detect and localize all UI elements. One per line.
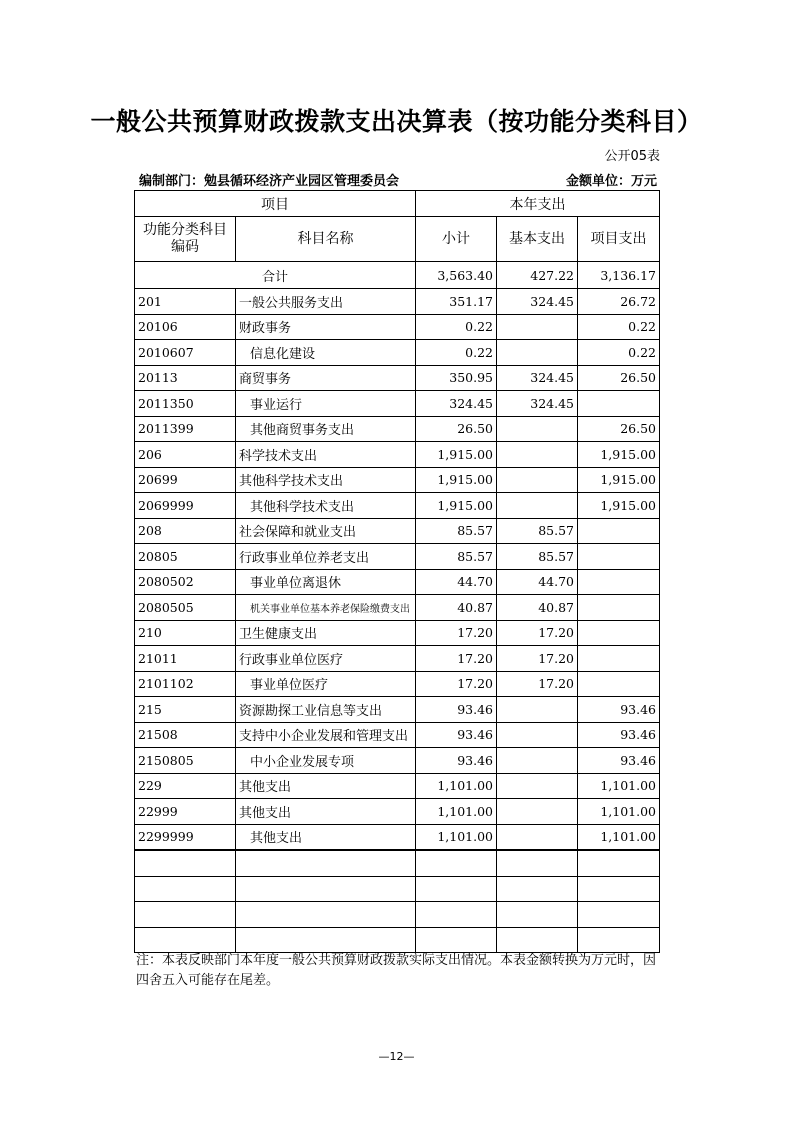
table-row: [135, 620, 660, 646]
row-code: 2010607: [135, 340, 236, 366]
row-project: 1,915.00: [578, 493, 660, 519]
row-basic: 85.57: [497, 518, 578, 544]
row-subtotal: 17.20: [416, 620, 497, 646]
org-name: 编制部门：勉县循环经济产业园区管理委员会: [139, 174, 400, 189]
row-code: 206: [135, 442, 236, 468]
row-subtotal: 17.20: [416, 646, 497, 672]
table-row: [135, 442, 660, 468]
row-code: 2011350: [135, 391, 236, 417]
table-row: [135, 671, 660, 697]
row-subtotal: 1,101.00: [416, 799, 497, 825]
row-basic: [497, 314, 578, 340]
row-basic: [497, 824, 578, 850]
row-project: 1,915.00: [578, 442, 660, 468]
header-code: 功能分类科目编码: [135, 217, 236, 262]
header-basic: 基本支出: [497, 217, 578, 262]
expenditure-table: [134, 190, 660, 953]
empty-cell: [578, 927, 660, 953]
row-subtotal: 85.57: [416, 518, 497, 544]
row-subtotal: 93.46: [416, 748, 497, 774]
footnote: 注：本表反映部门本年度一般公共预算财政拨款实际支出情况。本表金额转换为万元时，因四舍五入可能存在尾差。: [136, 953, 657, 988]
table-row: [135, 544, 660, 570]
row-code: 20106: [135, 314, 236, 340]
row-name: 商贸事务: [236, 365, 416, 391]
empty-cell: [236, 876, 416, 902]
row-name: 资源勘探工业信息等支出: [236, 697, 416, 723]
table-row: [135, 340, 660, 366]
total-subtotal: 3,563.40: [416, 262, 497, 289]
row-basic: 324.45: [497, 289, 578, 315]
row-basic: [497, 722, 578, 748]
empty-cell: [497, 927, 578, 953]
row-basic: 324.45: [497, 365, 578, 391]
total-basic: 427.22: [497, 262, 578, 289]
table-row: [135, 569, 660, 595]
row-name: 行政事业单位医疗: [236, 646, 416, 672]
row-subtotal: 1,915.00: [416, 442, 497, 468]
row-subtotal: 17.20: [416, 671, 497, 697]
empty-row: [135, 927, 660, 953]
empty-cell: [578, 902, 660, 928]
table-row: [135, 289, 660, 315]
empty-rows: [135, 850, 660, 953]
row-code: 215: [135, 697, 236, 723]
empty-cell: [135, 850, 236, 876]
row-code: 2011399: [135, 416, 236, 442]
row-code: 20805: [135, 544, 236, 570]
amount-unit: 金额单位：万元: [565, 174, 657, 189]
row-project: 93.46: [578, 722, 660, 748]
row-code: 2299999: [135, 824, 236, 850]
row-basic: [497, 493, 578, 519]
row-subtotal: 350.95: [416, 365, 497, 391]
row-name: 支持中小企业发展和管理支出: [236, 722, 416, 748]
row-code: 2069999: [135, 493, 236, 519]
table-row: [135, 391, 660, 417]
empty-cell: [236, 850, 416, 876]
row-basic: [497, 340, 578, 366]
page-title: 一般公共预算财政拨款支出决算表（按功能分类科目）: [90, 107, 703, 136]
table-row: [135, 646, 660, 672]
row-code: 20113: [135, 365, 236, 391]
row-basic: 44.70: [497, 569, 578, 595]
table-row: [135, 314, 660, 340]
empty-row: [135, 876, 660, 902]
row-name: 事业单位离退休: [236, 569, 416, 595]
row-name: 一般公共服务支出: [236, 289, 416, 315]
row-subtotal: 1,101.00: [416, 773, 497, 799]
table-row: [135, 748, 660, 774]
row-project: [578, 671, 660, 697]
row-code: 2150805: [135, 748, 236, 774]
row-subtotal: 40.87: [416, 595, 497, 621]
row-code: 2101102: [135, 671, 236, 697]
row-basic: 17.20: [497, 646, 578, 672]
row-name: 其他商贸事务支出: [236, 416, 416, 442]
row-project: 26.72: [578, 289, 660, 315]
row-basic: 324.45: [497, 391, 578, 417]
data-rows: [135, 289, 660, 851]
row-name: 其他科学技术支出: [236, 493, 416, 519]
empty-cell: [497, 876, 578, 902]
row-code: 208: [135, 518, 236, 544]
row-basic: [497, 748, 578, 774]
header-name: 科目名称: [236, 217, 416, 262]
row-subtotal: 44.70: [416, 569, 497, 595]
header-row-2: [135, 217, 660, 262]
row-name: 机关事业单位基本养老保险缴费支出: [236, 595, 416, 621]
header-current-year: 本年支出: [416, 191, 660, 217]
row-name: 事业运行: [236, 391, 416, 417]
empty-cell: [416, 876, 497, 902]
row-name: 其他支出: [236, 799, 416, 825]
row-name: 社会保障和就业支出: [236, 518, 416, 544]
empty-cell: [236, 902, 416, 928]
row-project: 93.46: [578, 697, 660, 723]
row-subtotal: 324.45: [416, 391, 497, 417]
table-row: [135, 595, 660, 621]
row-name: 卫生健康支出: [236, 620, 416, 646]
row-project: 1,101.00: [578, 773, 660, 799]
row-project: 93.46: [578, 748, 660, 774]
row-code: 229: [135, 773, 236, 799]
row-basic: 17.20: [497, 620, 578, 646]
table-row: [135, 824, 660, 850]
total-label: 合计: [135, 262, 416, 289]
row-code: 22999: [135, 799, 236, 825]
row-name: 其他科学技术支出: [236, 467, 416, 493]
row-project: [578, 620, 660, 646]
row-project: [578, 544, 660, 570]
header-subtotal: 小计: [416, 217, 497, 262]
row-code: 21011: [135, 646, 236, 672]
row-project: [578, 391, 660, 417]
row-basic: [497, 416, 578, 442]
row-name: 科学技术支出: [236, 442, 416, 468]
row-basic: [497, 442, 578, 468]
row-subtotal: 0.22: [416, 314, 497, 340]
header-row-1: [135, 191, 660, 217]
row-code: 210: [135, 620, 236, 646]
table-row: [135, 697, 660, 723]
row-basic: [497, 467, 578, 493]
empty-cell: [578, 850, 660, 876]
row-project: 0.22: [578, 340, 660, 366]
row-subtotal: 93.46: [416, 697, 497, 723]
empty-row: [135, 902, 660, 928]
row-basic: [497, 697, 578, 723]
row-project: [578, 569, 660, 595]
empty-cell: [135, 927, 236, 953]
table-row: [135, 416, 660, 442]
header-project: 项目: [135, 191, 416, 217]
page-number: —12—: [378, 1050, 415, 1063]
row-subtotal: 351.17: [416, 289, 497, 315]
row-project: [578, 518, 660, 544]
table-row: [135, 467, 660, 493]
empty-cell: [416, 902, 497, 928]
row-project: [578, 595, 660, 621]
row-subtotal: 1,915.00: [416, 493, 497, 519]
row-basic: 85.57: [497, 544, 578, 570]
table-row: [135, 722, 660, 748]
table-row: [135, 773, 660, 799]
empty-cell: [236, 927, 416, 953]
row-subtotal: 85.57: [416, 544, 497, 570]
empty-cell: [497, 902, 578, 928]
row-project: 26.50: [578, 416, 660, 442]
row-name: 事业单位医疗: [236, 671, 416, 697]
empty-cell: [416, 927, 497, 953]
table-row: [135, 493, 660, 519]
empty-cell: [416, 850, 497, 876]
row-basic: 17.20: [497, 671, 578, 697]
row-subtotal: 93.46: [416, 722, 497, 748]
table-row: [135, 799, 660, 825]
empty-cell: [578, 876, 660, 902]
row-subtotal: 1,915.00: [416, 467, 497, 493]
total-project: 3,136.17: [578, 262, 660, 289]
empty-cell: [497, 850, 578, 876]
row-basic: [497, 773, 578, 799]
row-project: 0.22: [578, 314, 660, 340]
row-name: 行政事业单位养老支出: [236, 544, 416, 570]
row-basic: [497, 799, 578, 825]
empty-cell: [135, 902, 236, 928]
row-name: 其他支出: [236, 773, 416, 799]
row-subtotal: 0.22: [416, 340, 497, 366]
total-row: [135, 262, 660, 289]
row-code: 2080505: [135, 595, 236, 621]
row-name: 财政事务: [236, 314, 416, 340]
row-code: 201: [135, 289, 236, 315]
table-row: [135, 365, 660, 391]
row-code: 20699: [135, 467, 236, 493]
row-basic: 40.87: [497, 595, 578, 621]
empty-cell: [135, 876, 236, 902]
empty-row: [135, 850, 660, 876]
row-name: 信息化建设: [236, 340, 416, 366]
row-subtotal: 1,101.00: [416, 824, 497, 850]
row-project: 26.50: [578, 365, 660, 391]
header-project-exp: 项目支出: [578, 217, 660, 262]
row-project: 1,101.00: [578, 824, 660, 850]
form-id: 公开05表: [604, 149, 660, 164]
row-code: 21508: [135, 722, 236, 748]
row-project: 1,101.00: [578, 799, 660, 825]
row-name: 其他支出: [236, 824, 416, 850]
row-project: 1,915.00: [578, 467, 660, 493]
row-name: 中小企业发展专项: [236, 748, 416, 774]
row-subtotal: 26.50: [416, 416, 497, 442]
row-project: [578, 646, 660, 672]
table-row: [135, 518, 660, 544]
row-code: 2080502: [135, 569, 236, 595]
